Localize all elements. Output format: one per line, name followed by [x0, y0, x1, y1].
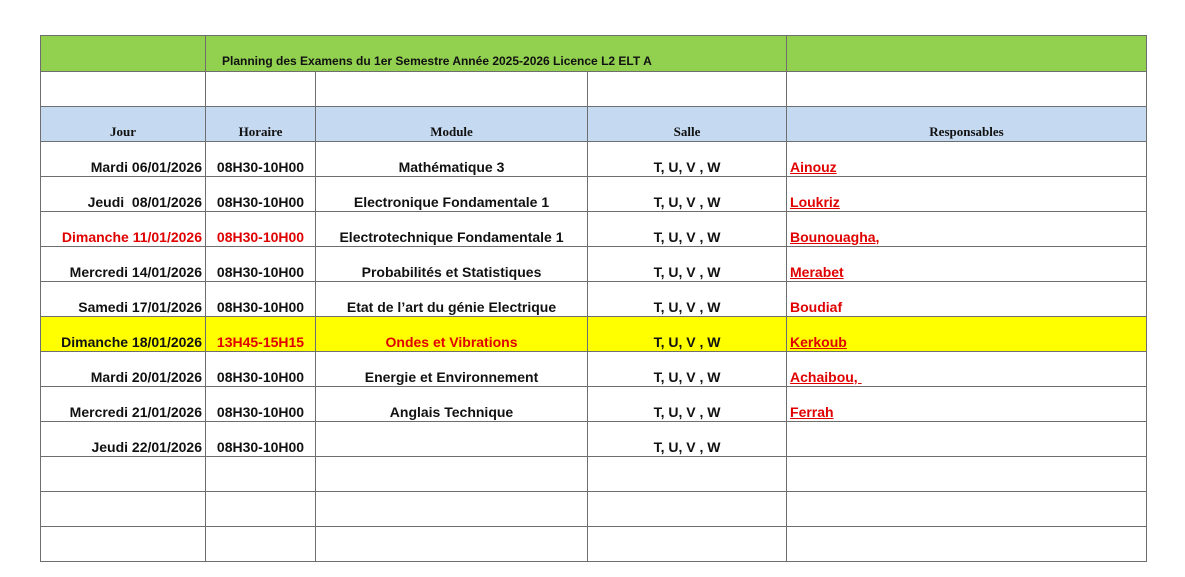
- salle-cell[interactable]: T, U, V , W: [588, 422, 787, 457]
- cell[interactable]: [41, 72, 206, 107]
- responsables-cell[interactable]: [787, 142, 1147, 177]
- sheet-title[interactable]: Planning des Examens du 1er Semestre Année 2025-2026 Licence L2 ELT A: [206, 36, 787, 72]
- empty-row: [41, 457, 1147, 492]
- jour-cell[interactable]: Mercredi 21/01/2026: [41, 387, 206, 422]
- jour-cell[interactable]: Mardi 06/01/2026: [41, 142, 206, 177]
- cell[interactable]: [588, 527, 787, 562]
- cell[interactable]: [787, 72, 1147, 107]
- responsables-cell[interactable]: [787, 177, 1147, 212]
- responsables-cell[interactable]: [787, 387, 1147, 422]
- cell[interactable]: [316, 527, 588, 562]
- title-row: [41, 36, 1147, 72]
- responsables-cell[interactable]: [787, 247, 1147, 282]
- module-cell[interactable]: Probabilités et Statistiques: [316, 247, 588, 282]
- jour-cell[interactable]: Mardi 20/01/2026: [41, 352, 206, 387]
- responsables-cell[interactable]: [787, 317, 1147, 352]
- module-cell[interactable]: Anglais Technique: [316, 387, 588, 422]
- jour-cell[interactable]: Jeudi 22/01/2026: [41, 422, 206, 457]
- cell[interactable]: [316, 457, 588, 492]
- header-salle[interactable]: Salle: [588, 107, 787, 142]
- responsable-name: Ainouz: [790, 159, 837, 175]
- exam-schedule-table: [40, 35, 1147, 562]
- salle-cell[interactable]: T, U, V , W: [588, 247, 787, 282]
- salle-cell[interactable]: T, U, V , W: [588, 142, 787, 177]
- responsable-name: Bounouagha,: [790, 229, 880, 245]
- horaire-cell[interactable]: 08H30-10H00: [206, 177, 316, 212]
- horaire-cell[interactable]: 08H30-10H00: [206, 247, 316, 282]
- jour-cell[interactable]: Jeudi 08/01/2026: [41, 177, 206, 212]
- horaire-cell[interactable]: 08H30-10H00: [206, 212, 316, 247]
- table-row: [41, 212, 1147, 247]
- responsable-name: Loukriz: [790, 194, 840, 210]
- module-cell[interactable]: [316, 422, 588, 457]
- cell[interactable]: [206, 72, 316, 107]
- cell[interactable]: [588, 72, 787, 107]
- cell[interactable]: [41, 457, 206, 492]
- jour-cell[interactable]: Mercredi 14/01/2026: [41, 247, 206, 282]
- cell[interactable]: [588, 457, 787, 492]
- responsable-name: Kerkoub: [790, 334, 847, 350]
- header-horaire[interactable]: Horaire: [206, 107, 316, 142]
- module-cell[interactable]: Etat de l’art du génie Electrique: [316, 282, 588, 317]
- salle-cell[interactable]: T, U, V , W: [588, 387, 787, 422]
- responsables-cell[interactable]: [787, 212, 1147, 247]
- empty-row: [41, 527, 1147, 562]
- empty-row: [41, 492, 1147, 527]
- horaire-cell[interactable]: 08H30-10H00: [206, 422, 316, 457]
- cell[interactable]: [206, 527, 316, 562]
- cell[interactable]: [787, 527, 1147, 562]
- table-row-highlighted: [41, 317, 1147, 352]
- cell[interactable]: [41, 36, 206, 72]
- salle-cell[interactable]: T, U, V , W: [588, 282, 787, 317]
- cell[interactable]: [41, 492, 206, 527]
- horaire-cell[interactable]: 08H30-10H00: [206, 387, 316, 422]
- module-cell[interactable]: Ondes et Vibrations: [316, 317, 588, 352]
- table-row: [41, 247, 1147, 282]
- cell[interactable]: [588, 492, 787, 527]
- module-cell[interactable]: Energie et Environnement: [316, 352, 588, 387]
- table-row: [41, 282, 1147, 317]
- jour-cell[interactable]: Dimanche 18/01/2026: [41, 317, 206, 352]
- horaire-cell[interactable]: 08H30-10H00: [206, 352, 316, 387]
- salle-cell[interactable]: T, U, V , W: [588, 317, 787, 352]
- horaire-cell[interactable]: 08H30-10H00: [206, 282, 316, 317]
- cell[interactable]: [316, 72, 588, 107]
- salle-cell[interactable]: T, U, V , W: [588, 177, 787, 212]
- cell[interactable]: [206, 492, 316, 527]
- table-row: [41, 352, 1147, 387]
- responsable-name: Merabet: [790, 264, 844, 280]
- jour-cell[interactable]: Samedi 17/01/2026: [41, 282, 206, 317]
- responsable-name: Boudiaf: [790, 299, 843, 315]
- module-cell[interactable]: Mathématique 3: [316, 142, 588, 177]
- responsable-name: Achaibou,: [790, 369, 862, 385]
- responsables-cell[interactable]: [787, 282, 1147, 317]
- salle-cell[interactable]: T, U, V , W: [588, 352, 787, 387]
- table-row: [41, 142, 1147, 177]
- cell[interactable]: [787, 492, 1147, 527]
- responsables-cell[interactable]: [787, 422, 1147, 457]
- header-row: [41, 107, 1147, 142]
- responsables-cell[interactable]: [787, 352, 1147, 387]
- header-responsables[interactable]: Responsables: [787, 107, 1147, 142]
- cell[interactable]: [41, 527, 206, 562]
- cell[interactable]: [206, 457, 316, 492]
- header-module[interactable]: Module: [316, 107, 588, 142]
- module-cell[interactable]: Electrotechnique Fondamentale 1: [316, 212, 588, 247]
- empty-row: [41, 72, 1147, 107]
- responsable-name: Ferrah: [790, 404, 834, 420]
- table-row: [41, 387, 1147, 422]
- header-jour[interactable]: Jour: [41, 107, 206, 142]
- cell[interactable]: [316, 492, 588, 527]
- cell[interactable]: [787, 36, 1147, 72]
- module-cell[interactable]: Electronique Fondamentale 1: [316, 177, 588, 212]
- horaire-cell[interactable]: 13H45-15H15: [206, 317, 316, 352]
- table-row: [41, 422, 1147, 457]
- jour-cell[interactable]: Dimanche 11/01/2026: [41, 212, 206, 247]
- table-row: [41, 177, 1147, 212]
- cell[interactable]: [787, 457, 1147, 492]
- horaire-cell[interactable]: 08H30-10H00: [206, 142, 316, 177]
- salle-cell[interactable]: T, U, V , W: [588, 212, 787, 247]
